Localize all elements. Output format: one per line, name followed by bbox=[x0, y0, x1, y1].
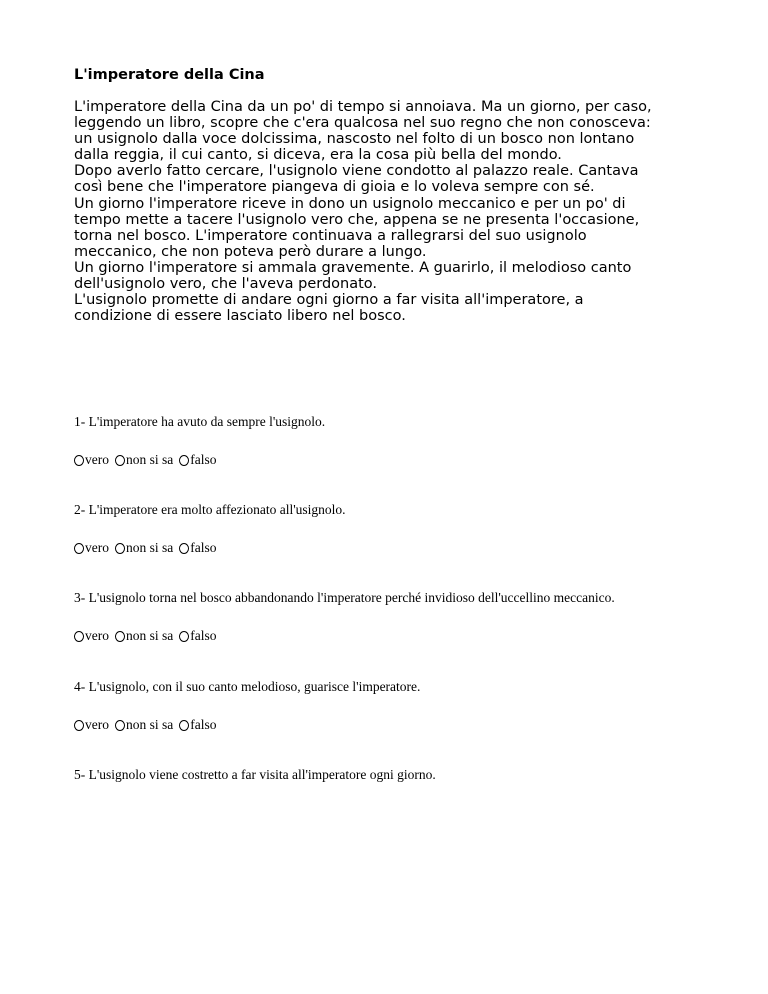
radio-button-icon[interactable] bbox=[179, 543, 189, 554]
passage-line: condizione di essere lasciato libero nel bosco. bbox=[74, 308, 406, 325]
option-falso[interactable] bbox=[179, 540, 216, 556]
question-5: 5- L'usignolo viene costretto a far visita all'imperatore ogni giorno. bbox=[74, 767, 436, 782]
option-label: non si sa bbox=[126, 717, 174, 732]
passage-line: torna nel bosco. L'imperatore continuava a rallegrarsi del suo usignolo bbox=[74, 227, 587, 244]
option-vero[interactable] bbox=[74, 452, 109, 468]
passage-line: Un giorno l'imperatore riceve in dono un usignolo meccanico e per un po' di bbox=[74, 195, 626, 212]
radio-button-icon[interactable] bbox=[179, 631, 189, 642]
passage-line: dell'usignolo vero, che l'aveva perdonato. bbox=[74, 276, 378, 293]
option-non-si-sa[interactable] bbox=[115, 540, 173, 556]
radio-button-icon[interactable] bbox=[74, 720, 84, 731]
option-label: vero bbox=[85, 452, 109, 467]
question-4: 4- L'usignolo, con il suo canto melodioso, guarisce l'imperatore. bbox=[74, 679, 421, 694]
radio-button-icon[interactable] bbox=[74, 455, 84, 466]
question-4-options bbox=[74, 717, 223, 733]
option-vero[interactable] bbox=[74, 628, 109, 644]
passage-line: Un giorno l'imperatore si ammala gravemente. A guarirlo, il melodioso canto bbox=[74, 259, 632, 276]
option-falso[interactable] bbox=[179, 717, 216, 733]
option-label: vero bbox=[85, 540, 109, 555]
story-passage bbox=[74, 99, 714, 324]
option-label: non si sa bbox=[126, 452, 174, 467]
radio-button-icon[interactable] bbox=[179, 455, 189, 466]
passage-line: leggendo un libro, scopre che c'era qualcosa nel suo regno che non conosceva: bbox=[74, 115, 651, 132]
option-label: non si sa bbox=[126, 628, 174, 643]
radio-button-icon[interactable] bbox=[115, 631, 125, 642]
option-non-si-sa[interactable] bbox=[115, 717, 173, 733]
passage-line: un usignolo dalla voce dolcissima, nascosto nel folto di un bosco non lontano bbox=[74, 131, 635, 148]
option-label: falso bbox=[190, 628, 217, 643]
question-2: 2- L'imperatore era molto affezionato all'usignolo. bbox=[74, 502, 346, 517]
radio-button-icon[interactable] bbox=[115, 455, 125, 466]
radio-button-icon[interactable] bbox=[115, 543, 125, 554]
radio-button-icon[interactable] bbox=[115, 720, 125, 731]
radio-button-icon[interactable] bbox=[74, 543, 84, 554]
question-3-options bbox=[74, 628, 223, 644]
option-vero[interactable] bbox=[74, 540, 109, 556]
option-falso[interactable] bbox=[179, 452, 216, 468]
passage-line: dalla reggia, il cui canto, si diceva, era la cosa più bella del mondo. bbox=[74, 147, 562, 164]
option-label: non si sa bbox=[126, 540, 174, 555]
option-label: falso bbox=[190, 717, 217, 732]
option-label: vero bbox=[85, 628, 109, 643]
option-label: falso bbox=[190, 452, 217, 467]
question-1-options bbox=[74, 452, 223, 468]
option-vero[interactable] bbox=[74, 717, 109, 733]
option-label: vero bbox=[85, 717, 109, 732]
passage-line: così bene che l'imperatore piangeva di gioia e lo voleva sempre con sé. bbox=[74, 179, 595, 196]
option-falso[interactable] bbox=[179, 628, 216, 644]
passage-line: L'usignolo promette di andare ogni giorno a far visita all'imperatore, a bbox=[74, 292, 584, 309]
passage-line: meccanico, che non poteva però durare a lungo. bbox=[74, 243, 427, 260]
option-non-si-sa[interactable] bbox=[115, 452, 173, 468]
question-2-options bbox=[74, 540, 223, 556]
option-non-si-sa[interactable] bbox=[115, 628, 173, 644]
radio-button-icon[interactable] bbox=[74, 631, 84, 642]
passage-line: Dopo averlo fatto cercare, l'usignolo viene condotto al palazzo reale. Cantava bbox=[74, 163, 639, 180]
passage-line: L'imperatore della Cina da un po' di tempo si annoiava. Ma un giorno, per caso, bbox=[74, 99, 652, 115]
question-1: 1- L'imperatore ha avuto da sempre l'usignolo. bbox=[74, 414, 326, 429]
document-title: L'imperatore della Cina bbox=[74, 67, 265, 83]
option-label: falso bbox=[190, 540, 217, 555]
radio-button-icon[interactable] bbox=[179, 720, 189, 731]
passage-line: tempo mette a tacere l'usignolo vero che, appena se ne presenta l'occasione, bbox=[74, 211, 640, 228]
question-3: 3- L'usignolo torna nel bosco abbandonando l'imperatore perché invidioso dell'uccellino meccanico. bbox=[74, 590, 615, 605]
